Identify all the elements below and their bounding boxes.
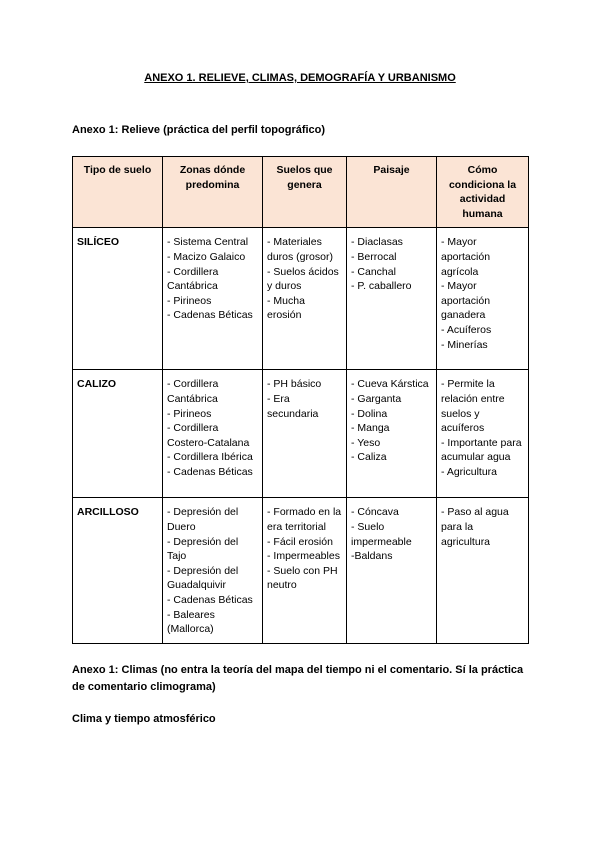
cell-zonas [163,370,263,498]
list-item: - Baleares (Mallorca) [167,608,218,636]
list-item: - Cadenas Béticas [167,465,253,478]
cell-actividad [437,370,529,498]
list-item: - Suelos ácidos y duros [267,265,342,293]
list-item: - Importante para acumular agua [441,436,525,464]
cell-actividad [437,498,529,643]
list-item: -Baldans [351,550,393,563]
header-zonas: Zonas dónde predomina [163,157,263,228]
list-item: - Cordillera Costero-Catalana [167,422,250,449]
list-item: - Depresión del Tajo [167,535,241,563]
list-item: - Manga [351,422,390,435]
row-label-arcilloso: ARCILLOSO [73,498,163,643]
table-row [73,228,529,370]
row-label-siliceo: SILÍCEO [73,228,163,370]
subheading-clima-tiempo: Clima y tiempo atmosférico [72,713,216,725]
list-item: - Fácil erosión [267,535,333,548]
list-item: - Cadenas Béticas [167,309,253,322]
soil-types-table [72,156,529,644]
list-item: - Garganta [351,392,402,405]
row-label-calizo: CALIZO [73,370,163,498]
list-item: - P. caballero [351,280,412,293]
section-heading-climas [72,662,532,696]
cell-actividad [437,228,529,370]
list-item: - Yeso [351,436,381,449]
header-suelos: Suelos que genera [263,157,347,228]
table-row [73,370,529,498]
list-item: - Cueva Kárstica [351,378,429,391]
page-title: ANEXO 1. RELIEVE, CLIMAS, DEMOGRAFÍA Y URBANISMO [144,72,456,84]
table-header-row [73,157,529,228]
list-item: - Depresión del Guadalquivir [167,564,242,592]
list-item: - Permite la relación entre suelos y acuíferos [441,378,508,435]
list-item: - Berrocal [351,250,397,263]
list-item: - Formado en la era territorial [267,506,345,533]
list-item: - Materiales duros (grosor) [267,236,333,263]
cell-suelos [263,228,347,370]
list-item: - Cordillera Cantábrica [167,265,222,293]
list-item: - Diaclasas [351,236,403,249]
list-item: - Sistema Central [167,236,249,249]
list-item: - Canchal [351,265,396,278]
list-item: - Pirineos [167,407,212,420]
list-item: - PH básico [267,378,322,391]
cell-paisaje [347,370,437,498]
list-item: - Caliza [351,451,387,464]
list-item: - Cordillera Ibérica [167,451,253,464]
header-actividad: Cómo condiciona la actividad humana [437,157,529,228]
cell-paisaje [347,228,437,370]
header-paisaje: Paisaje [347,157,437,228]
list-item: - Impermeables [267,550,340,563]
table-row [73,498,529,643]
list-item: - Dolina [351,407,388,420]
cell-zonas [163,228,263,370]
list-item: - Macizo Galaico [167,250,246,263]
list-item: - Depresión del Duero [167,506,242,533]
list-item: - Acuíferos [441,323,492,336]
list-item: - Mayor aportación agrícola [441,236,493,278]
section-heading-relieve: Anexo 1: Relieve (práctica del perfil topográfico) [72,124,326,136]
list-item: - Paso al agua para la agricultura [441,506,512,548]
list-item: - Era secundaria [267,392,319,420]
list-item: - Minerías [441,338,488,351]
list-item: - Cadenas Béticas [167,593,253,606]
list-item: - Cordillera Cantábrica [167,378,222,405]
climas-label: Anexo 1: Climas [72,664,158,676]
cell-paisaje [347,498,437,643]
list-item: - Mucha erosión [267,294,308,322]
list-item: - Suelo impermeable [351,520,412,548]
cell-suelos [263,370,347,498]
list-item: - Mayor aportación ganadera [441,280,493,322]
list-item: - Pirineos [167,294,212,307]
list-item: - Suelo con PH neutro [267,564,341,592]
header-tipo-suelo: Tipo de suelo [73,157,163,228]
cell-zonas [163,498,263,643]
list-item: - Agricultura [441,465,498,478]
list-item: - Cóncava [351,506,399,519]
climas-note: (no entra la teoría del mapa del tiempo ni el comentario. Sí la práctica de comentario climograma) [72,664,524,693]
cell-suelos [263,498,347,643]
